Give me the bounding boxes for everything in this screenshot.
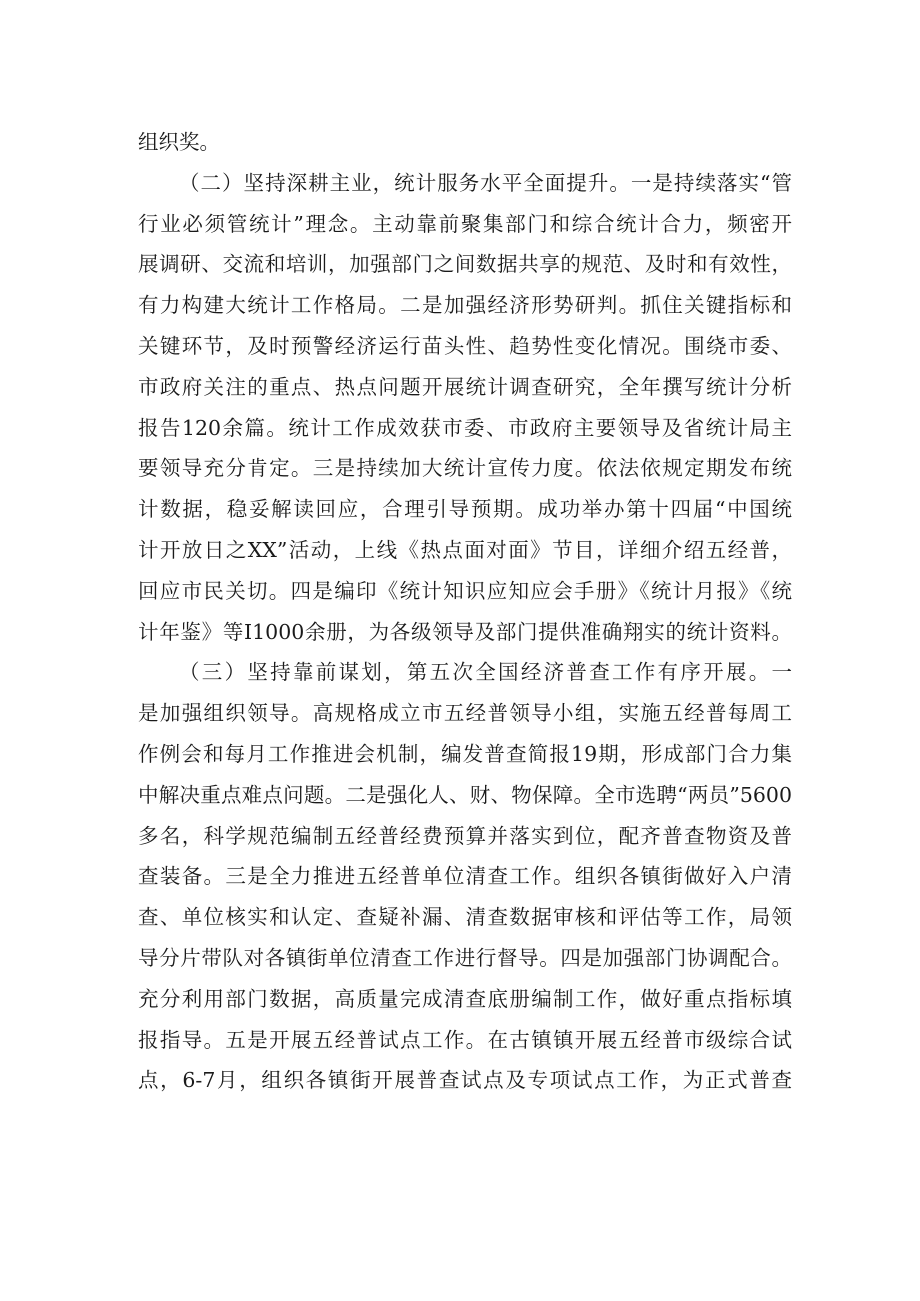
text-line: 回应市民关切。四是编印《统计知识应知应会手册》《统计月报》《统 [138,578,792,603]
text-line: 计数据，稳妥解读回应，合理引导预期。成功举办第十四届“中国统 [138,497,792,522]
text-line: 行业必须管统计”理念。主动靠前聚集部门和综合统计合力，频密开 [138,211,792,236]
text-line: 查装备。三是全力推进五经普单位清查工作。组织各镇街做好入户清 [138,864,792,889]
text-line: 组织奖。 [138,130,220,154]
text-line: 展调研、交流和培训，加强部门之间数据共享的规范、及时和有效性， [138,252,792,277]
text-line: 有力构建大统计工作格局。二是加强经济形势研判。抓住关键指标和 [138,293,792,318]
text-line: 报指导。五是开展五经普试点工作。在古镇镇开展五经普市级综合试 [138,1027,792,1052]
text-line: 点，6-7月，组织各镇街开展普查试点及专项试点工作，为正式普查 [138,1068,792,1093]
text-line: 计年鉴》等I1000余册，为各级领导及部门提供准确翔实的统计资料。 [138,619,792,644]
text-line: 要领导充分肯定。三是持续加大统计宣传力度。依法依规定期发布统 [138,456,792,481]
text-line: 关键环节，及时预警经济运行苗头性、趋势性变化情况。围绕市委、 [138,333,792,358]
text-line: 作例会和每月工作推进会机制，编发普查简报19期，形成部门合力集 [138,741,792,766]
text-line: 多名，科学规范编制五经普经费预算并落实到位，配齐普查物资及普 [138,823,792,848]
text-line: （三）坚持靠前谋划，第五次全国经济普查工作有序开展。一 [179,660,792,685]
body-text [138,122,792,1101]
text-line: （二）坚持深耕主业，统计服务水平全面提升。一是持续落实“管 [179,170,792,195]
text-line: 查、单位核实和认定、查疑补漏、清查数据审核和评估等工作，局领 [138,905,792,930]
text-line: 市政府关注的重点、热点问题开展统计调查研究，全年撰写统计分析 [138,374,792,399]
text-line: 计开放日之XX”活动，上线《热点面对面》节目，详细介绍五经普， [138,537,792,562]
text-line: 导分片带队对各镇街单位清查工作进行督导。四是加强部门协调配合。 [138,945,792,970]
text-line: 报告120余篇。统计工作成效获市委、市政府主要领导及省统计局主 [138,415,792,440]
text-line: 是加强组织领导。高规格成立市五经普领导小组，实施五经普每周工 [138,701,792,726]
text-line: 中解决重点难点问题。二是强化人、财、物保障。全市选聘“两员”5600 [138,782,792,807]
text-line: 充分利用部门数据，高质量完成清查底册编制工作，做好重点指标填 [138,986,792,1011]
